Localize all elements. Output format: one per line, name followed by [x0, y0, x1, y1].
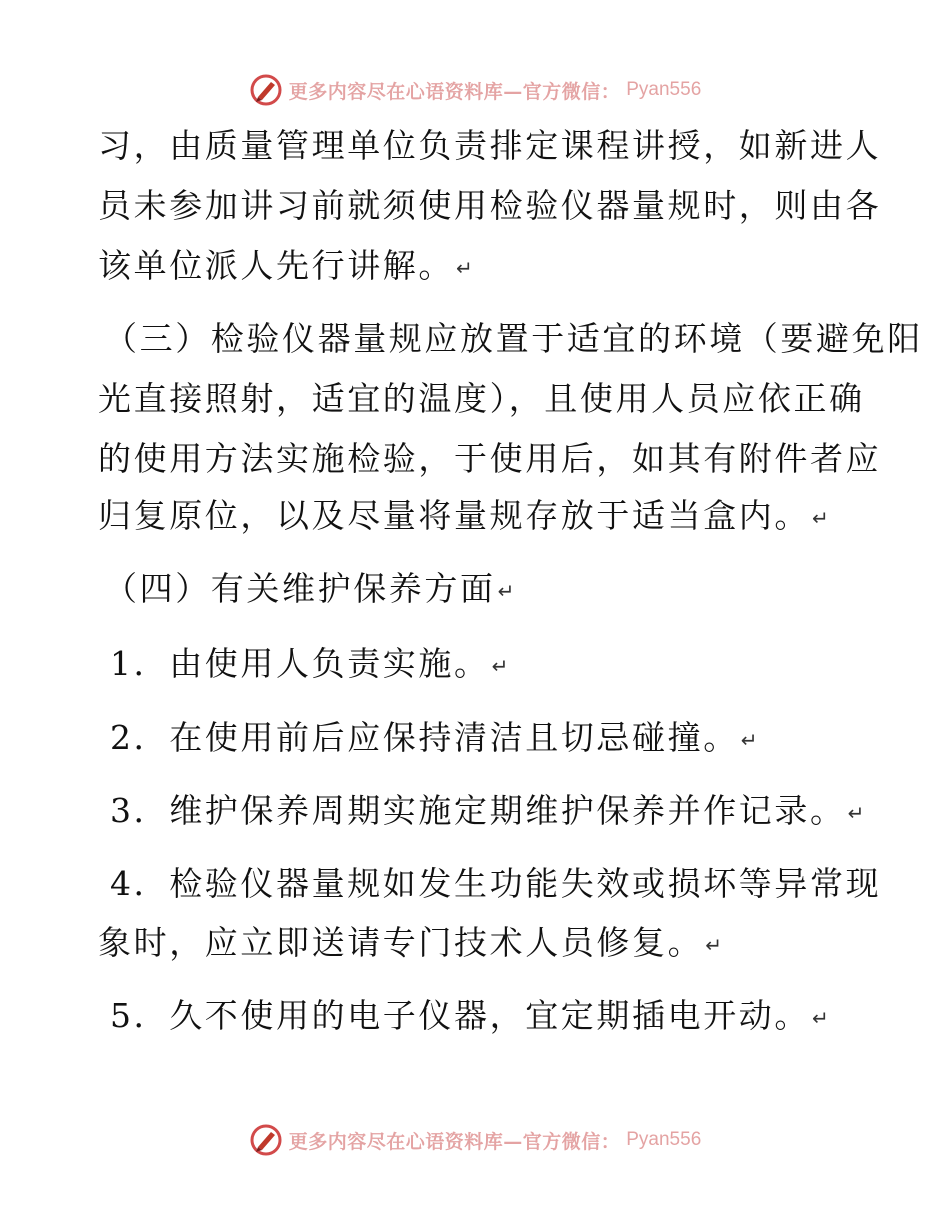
list-item: 4．检验仪器量规如发生功能失效或损坏等异常现: [110, 864, 882, 903]
paragraph-mark-icon: ↵: [497, 579, 515, 603]
text-line: 归复原位，以及尽量将量规存放于适当盒内。 ↵: [98, 496, 829, 538]
section-heading: （三）检验仪器量规应放置于适宜的环境（要避免阳: [104, 319, 923, 358]
text-line: 习，由质量管理单位负责排定课程讲授，如新进人: [98, 126, 882, 165]
header-watermark-text: 更多内容尽在心语资料库—官方微信：: [288, 80, 621, 103]
footer-watermark: [0, 1120, 950, 1160]
text-line: 员未参加讲习前就须使用检验仪器量规时，则由各: [98, 186, 882, 225]
text-line: 该单位派人先行讲解。 ↵: [98, 246, 473, 288]
paragraph-mark-icon: ↵: [705, 933, 722, 957]
paragraph-mark-icon: ↵: [812, 1006, 829, 1030]
text-line: 象时，应立即送请专门技术人员修复。 ↵: [98, 923, 722, 965]
paragraph-mark-icon: ↵: [456, 256, 473, 280]
section-heading: （四）有关维护保养方面 ↵: [104, 569, 514, 611]
list-item: 5．久不使用的电子仪器，宜定期插电开动。 ↵: [110, 996, 829, 1038]
paragraph-mark-icon: ↵: [812, 506, 829, 530]
text-line: 光直接照射，适宜的温度），且使用人员应依正确: [98, 379, 865, 418]
list-item: 3．维护保养周期实施定期维护保养并作记录。 ↵: [110, 791, 864, 833]
pen-logo-icon: [249, 1123, 283, 1157]
header-watermark-handle: Pyan556: [626, 79, 702, 100]
list-item: 1．由使用人负责实施。 ↵: [110, 644, 508, 686]
paragraph-mark-icon: ↵: [491, 654, 509, 678]
list-item: 2．在使用前后应保持清洁且切忌碰撞。 ↵: [110, 718, 758, 760]
text-line: 的使用方法实施检验，于使用后，如其有附件者应: [98, 439, 882, 478]
paragraph-mark-icon: ↵: [847, 801, 865, 825]
paragraph-mark-icon: ↵: [740, 728, 758, 752]
footer-watermark-text: 更多内容尽在心语资料库—官方微信：: [288, 1130, 621, 1153]
footer-watermark-handle: Pyan556: [626, 1129, 702, 1150]
